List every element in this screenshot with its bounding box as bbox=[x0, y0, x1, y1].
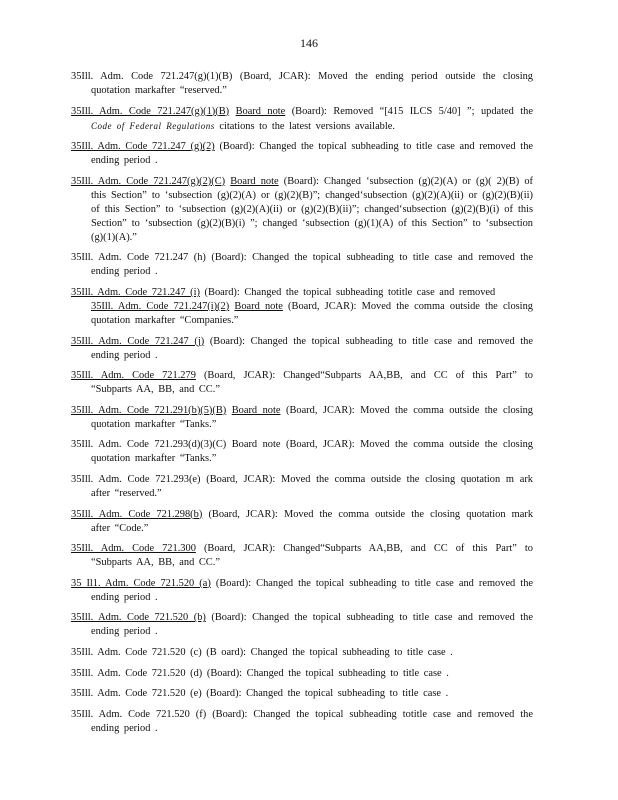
entry-text: (Board, JCAR): Moved the comma outside the closing quotation m ark after “reserved.” bbox=[91, 473, 533, 499]
citation: 35Ill. Adm. Code 721.279 bbox=[71, 370, 196, 382]
entry-text: (Board): Changed the topical subheading to title case and removed the ending period . bbox=[91, 252, 533, 278]
change-entry bbox=[71, 473, 533, 501]
citation: 35Ill. Adm. Code 721.247(g)(2)(C) bbox=[71, 175, 226, 187]
entry-text: (Board): Changed the topical subheading to title case and removed the ending period . bbox=[91, 335, 533, 361]
citation: 35Ill. Adm. Code 721.247(g)(1)(B) bbox=[71, 71, 233, 82]
entry-text: (Board, JCAR): Moved the comma outside the closing quotation markafter “Tanks.” bbox=[91, 439, 533, 465]
change-entry bbox=[71, 508, 533, 536]
citation: 35Ill. Adm. Code 721.291(b)(5)(B) bbox=[71, 404, 227, 416]
sub-entry bbox=[91, 300, 533, 328]
citation: 35Ill. Adm. Code 721.520 (c) bbox=[71, 646, 202, 658]
change-entry bbox=[71, 542, 533, 570]
board-note: Board note bbox=[231, 439, 281, 451]
change-entry bbox=[71, 175, 533, 245]
change-entry bbox=[71, 708, 533, 736]
citation: 35Ill. Adm. Code 721.300 bbox=[71, 543, 196, 555]
entry-text: (Board): Changed the topical subheading totitle case and removed the ending period . bbox=[91, 708, 533, 734]
entry-text: (Board): Changed the topical subheading to title case and removed the ending period . bbox=[91, 612, 533, 638]
entry-text: (Board): Changed the topical subheading to title case and removed the ending period . bbox=[91, 577, 533, 603]
citation: 35Ill. Adm. Code 721.520 (e) bbox=[71, 688, 202, 700]
citation: 35Ill. Adm. Code 721.520 (d) bbox=[71, 667, 203, 679]
entry-text: (Board, JCAR): Moved the comma outside the closing quotation mark after “Code.” bbox=[91, 508, 534, 534]
citation: 35Ill. Adm. Code 721.247(g)(1)(B) bbox=[71, 105, 230, 117]
change-entry bbox=[71, 611, 533, 639]
change-entry bbox=[71, 646, 533, 660]
change-entry bbox=[71, 667, 533, 681]
entry-text: (Board): Changed the topical subheading to title case . bbox=[206, 688, 449, 700]
citation: 35Ill. Adm. Code 721.520 (f) bbox=[71, 708, 207, 720]
entry-text: (Board): Changed ‘subsection (g)(2)(A) or (g)( 2)(B) of this Section” to ‘subsection (g)(2)(A) or (g)(2)(B)”; changed‘subsection (g)(2)(A)(ii) or (g)(2)(B)(ii) of this Section” to ‘subsection (g)(2)(A)(ii) or (g)(2)(B)(ii)”; changed‘subsection (g)(2)(B)(i) of this Section” to ‘subsection (g)(2)(B)(i) ”; changed ‘subsection (g)(1)(A) of this Section” to ‘subsection (g)(1)(A).” bbox=[91, 175, 533, 243]
sub-citation: 35Ill. Adm. Code 721.247(i)(2) bbox=[91, 300, 230, 312]
change-entry bbox=[71, 286, 533, 328]
citation: 35Ill. Adm. Code 721.293(d)(3)(C) bbox=[71, 439, 227, 451]
citation: 35 Il1. Adm. Code 721.520 (a) bbox=[71, 577, 211, 589]
change-entry bbox=[71, 687, 533, 701]
entry-text: (Board): Changed the topical subheading to title case . bbox=[206, 667, 449, 679]
citation: 35Ill. Adm. Code 721.520 (b) bbox=[71, 612, 206, 624]
citation: 35Ill. Adm. Code 721.247 (g)(2) bbox=[71, 141, 215, 153]
entry-text: (Board): Changed the topical subheading to title case and removed the ending period . bbox=[91, 141, 533, 167]
citation: 35Ill. Adm. Code 721.247 (h) bbox=[71, 252, 206, 264]
entry-text: (Board, JCAR): Moved the ending period outside the closing quotation markafter “reserved.” bbox=[91, 71, 533, 96]
entry-text: (Board, JCAR): Moved the comma outside the closing quotation markafter “Tanks.” bbox=[91, 404, 533, 430]
citation: 35Ill. Adm. Code 721.247 (j) bbox=[71, 335, 205, 347]
board-note: Board note bbox=[231, 404, 281, 416]
board-note: Board note bbox=[235, 105, 286, 117]
entry-text: (Board, JCAR): Changed“Subparts AA,BB, and CC of this Part” to “Subparts AA, BB, and CC.” bbox=[91, 543, 533, 569]
entry-text: (Board, JCAR): Changed“Subparts AA,BB, and CC of this Part” to “Subparts AA, BB, and CC.” bbox=[91, 370, 533, 396]
change-entry bbox=[71, 404, 533, 432]
entry-text-after: citations to the latest versions available. bbox=[219, 120, 395, 132]
change-entry bbox=[71, 577, 533, 605]
citation: 35Ill. Adm. Code 721.298(b) bbox=[71, 508, 203, 520]
page-number: 146 bbox=[300, 36, 318, 50]
board-note: Board note bbox=[230, 175, 279, 187]
emphasized-text: Code of Federal Regulations bbox=[91, 120, 215, 131]
citation: 35Ill. Adm. Code 721.247 (i) bbox=[71, 286, 200, 298]
entry-text: (Board): Removed “[415 ILCS 5/40] ”; updated the bbox=[291, 105, 533, 117]
change-entry bbox=[71, 70, 533, 98]
entry-text: (Board): Changed the topical subheading totitle case and removed bbox=[204, 286, 496, 298]
change-entry bbox=[71, 105, 533, 134]
change-entry bbox=[71, 251, 533, 279]
change-entry bbox=[71, 140, 533, 168]
change-log-list bbox=[71, 70, 533, 742]
citation: 35Ill. Adm. Code 721.293(e) bbox=[71, 473, 201, 485]
change-entry bbox=[71, 438, 533, 466]
sub-entry-text: (Board, JCAR): Moved the comma outside the closing quotation markafter “Companies.” bbox=[91, 300, 533, 326]
board-note: Board note bbox=[234, 300, 283, 312]
entry-text: (B oard): Changed the topical subheading to title case . bbox=[206, 646, 453, 658]
change-entry bbox=[71, 335, 533, 363]
change-entry bbox=[71, 369, 533, 397]
